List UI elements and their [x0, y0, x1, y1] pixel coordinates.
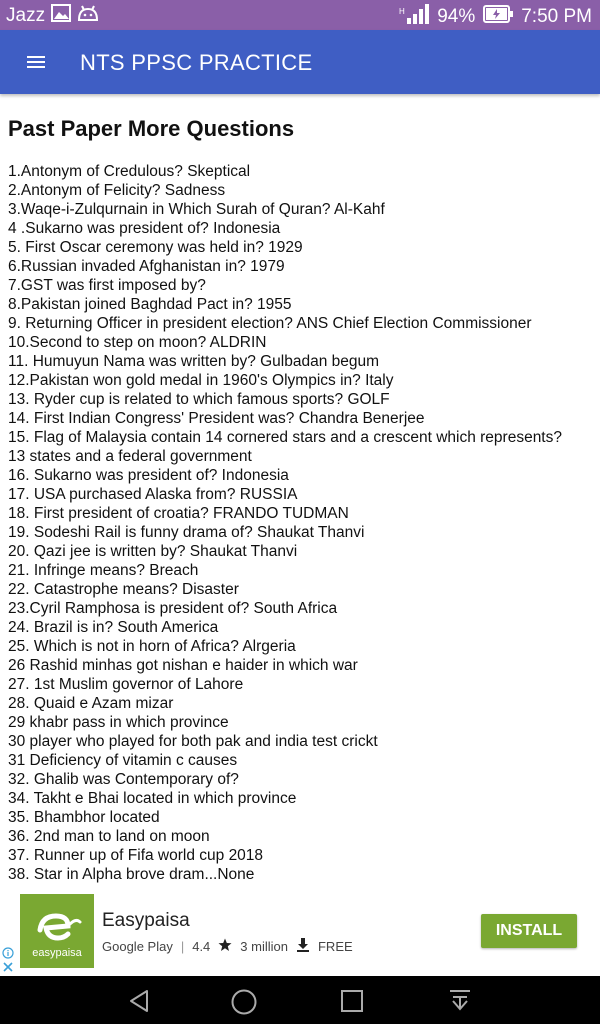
question-item: 36. 2nd man to land on moon: [8, 828, 210, 845]
menu-icon: [22, 63, 50, 80]
question-item: 37. Runner up of Fifa world cup 2018: [8, 847, 264, 864]
app-bar: [0, 30, 600, 94]
svg-text:H: H: [399, 7, 405, 16]
navigation-bar: [0, 976, 600, 1024]
recents-icon: [340, 1001, 364, 1018]
question-item: 2.Antonym of Felicity? Sadness: [8, 182, 226, 199]
question-item: 17. USA purchased Alaska from? RUSSIA: [8, 486, 298, 503]
question-item: 3.Waqe-i-Zulqurnain in Which Surah of Quran? Al-Kahf: [8, 201, 385, 218]
signal-icon: [399, 4, 429, 30]
question-item: 11. Humuyun Nama was written by? Gulbadan begum: [8, 353, 380, 370]
question-list: [8, 162, 562, 884]
question-item: 7.GST was first imposed by?: [8, 277, 206, 294]
page-title: Past Paper More Questions: [8, 116, 295, 141]
battery-percent: 94%: [437, 6, 476, 27]
article-content[interactable]: [0, 94, 600, 894]
question-item: 18. First president of croatia? FRANDO TUDMAN: [8, 505, 349, 522]
ad-store: Google Play: [102, 939, 173, 954]
question-item: 13. Ryder cup is related to which famous sports? GOLF: [8, 391, 390, 408]
question-item: 28. Quaid e Azam mizar: [8, 695, 174, 712]
question-item: 21. Infringe means? Breach: [8, 562, 199, 579]
question-item: 29 khabr pass in which province: [8, 714, 229, 731]
ad-price: FREE: [317, 939, 353, 954]
question-item: 26 Rashid minhas got nishan e haider in which war: [8, 657, 358, 674]
ad-logo-text: easypaisa: [32, 947, 82, 959]
question-item: 12.Pakistan won gold medal in 1960's Olympics in? Italy: [8, 372, 394, 389]
home-icon: [230, 1003, 258, 1020]
notifications-pull-icon: [448, 1001, 472, 1018]
star-icon: [218, 938, 232, 955]
easypaisa-logo[interactable]: [20, 894, 94, 968]
ad-rating: 4.4: [192, 939, 211, 954]
question-item: 22. Catastrophe means? Disaster: [8, 581, 239, 598]
download-icon: [296, 938, 310, 955]
question-item: 27. 1st Muslim governor of Lahore: [8, 676, 244, 693]
question-item: 19. Sodeshi Rail is funny drama of? Shaukat Thanvi: [8, 524, 365, 541]
ad-banner[interactable]: [0, 894, 600, 976]
question-item: 8.Pakistan joined Baghdad Pact in? 1955: [8, 296, 292, 313]
status-left: [6, 4, 99, 28]
ad-meta: Google Play | 4.4 3 million FREE: [102, 939, 353, 954]
battery-icon: [483, 5, 513, 29]
question-item: 16. Sukarno was president of? Indonesia: [8, 467, 289, 484]
question-item: 30 player who played for both pak and india test crickt: [8, 733, 378, 750]
question-item: 25. Which is not in horn of Africa? Alrgeria: [8, 638, 296, 655]
question-item: 20. Qazi jee is written by? Shaukat Thanvi: [8, 543, 298, 560]
notifications-pull-button[interactable]: [448, 988, 472, 1019]
status-bar: [0, 0, 600, 30]
home-button[interactable]: [230, 988, 258, 1021]
question-item: 14. First Indian Congress' President was? Chandra Benerjee: [8, 410, 425, 427]
question-item: 6.Russian invaded Afghanistan in? 1979: [8, 258, 285, 275]
question-item: 32. Ghalib was Contemporary of?: [8, 771, 239, 788]
ad-app-name[interactable]: Easypaisa: [102, 910, 190, 931]
question-item: 1.Antonym of Credulous? Skeptical: [8, 163, 251, 180]
back-icon: [126, 1001, 152, 1018]
gallery-notification-icon: [51, 4, 71, 28]
question-item: 23.Cyril Ramphosa is president of? South Africa: [8, 600, 338, 617]
ad-downloads: 3 million: [240, 939, 288, 954]
android-notification-icon: [77, 5, 99, 27]
question-item: 5. First Oscar ceremony was held in? 1929: [8, 239, 303, 256]
clock: 7:50 PM: [521, 6, 592, 27]
question-item: 13 states and a federal government: [8, 448, 252, 465]
question-item: 35. Bhambhor located: [8, 809, 160, 826]
back-button[interactable]: [126, 988, 152, 1019]
app-title: NTS PPSC PRACTICE: [80, 50, 313, 75]
question-item: 10.Second to step on moon? ALDRIN: [8, 334, 267, 351]
question-item: 31 Deficiency of vitamin c causes: [8, 752, 238, 769]
question-item: 38. Star in Alpha brove dram...None: [8, 866, 255, 883]
carrier-name: Jazz: [6, 5, 46, 26]
install-button[interactable]: INSTALL: [481, 914, 577, 948]
question-item: 24. Brazil is in? South America: [8, 619, 219, 636]
status-right: [399, 4, 592, 30]
question-item: 9. Returning Officer in president election? ANS Chief Election Commissioner: [8, 315, 532, 332]
menu-button[interactable]: [22, 48, 50, 76]
question-item: 4 .Sukarno was president of? Indonesia: [8, 220, 281, 237]
question-item: 15. Flag of Malaysia contain 14 cornered stars and a crescent which represents?: [8, 429, 562, 446]
question-item: 34. Takht e Bhai located in which province: [8, 790, 297, 807]
recents-button[interactable]: [340, 988, 364, 1019]
